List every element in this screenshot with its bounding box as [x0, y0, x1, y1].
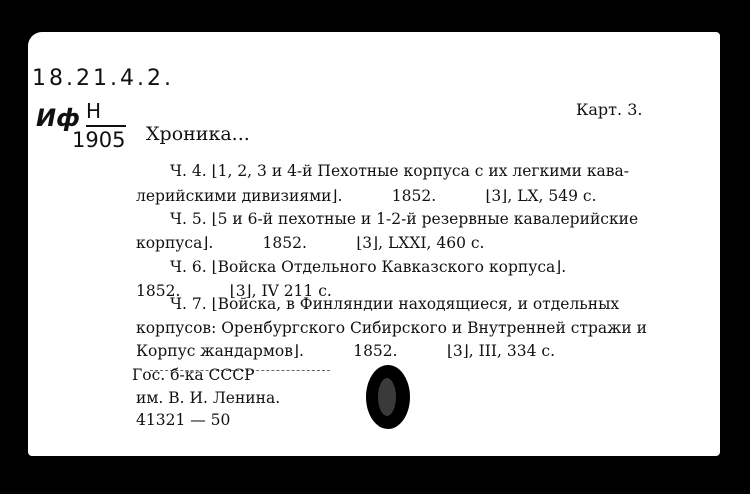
shelf-mark-bottom: 1905: [72, 128, 126, 152]
card-title: Хроника...: [146, 123, 250, 145]
entry-line: Ч. 6. ⌊Войска Отдельного Кавказского корпуса⌋.: [170, 258, 567, 276]
shelf-prefix: Иф: [36, 104, 80, 132]
library-name: Гос. б-ка СССР: [132, 366, 255, 384]
entry-line: Корпус жандармов⌋. 1852. ⌊3⌋, III, 334 с.: [136, 342, 555, 360]
library-name-2: им. В. И. Ленина.: [136, 389, 281, 407]
card-number: Карт. 3.: [576, 100, 643, 119]
shelf-mark-top: Н: [86, 99, 102, 123]
entry-line: 1852. ⌊3⌋, IV 211 с.: [136, 282, 332, 300]
call-number: 18.21.4.2.: [32, 66, 174, 91]
entry-line: корпусов: Оренбургского Сибирского и Внутренней стражи и: [136, 319, 647, 337]
entry-line: корпуса⌋. 1852. ⌊3⌋, LXXI, 460 с.: [136, 234, 485, 252]
bottom-border: [0, 462, 750, 494]
entry-line: Ч. 5. ⌊5 и 6-й пехотные и 1-2-й резервные кавалерийские: [170, 210, 639, 228]
punch-hole-inner: [378, 378, 396, 416]
entry-line: Ч. 4. ⌊1, 2, 3 и 4-й Пехотные корпуса с их легкими кава-: [170, 162, 629, 180]
entry-line: Ч. 7. ⌊Войска, в Финляндии находящиеся, и отдельных: [170, 295, 620, 313]
inventory-number: 41321 — 50: [136, 411, 231, 429]
shelf-mark-divider: [86, 125, 126, 127]
entry-line: лерийскими дивизиями⌋. 1852. ⌊3⌋, LX, 549 с.: [136, 187, 597, 205]
